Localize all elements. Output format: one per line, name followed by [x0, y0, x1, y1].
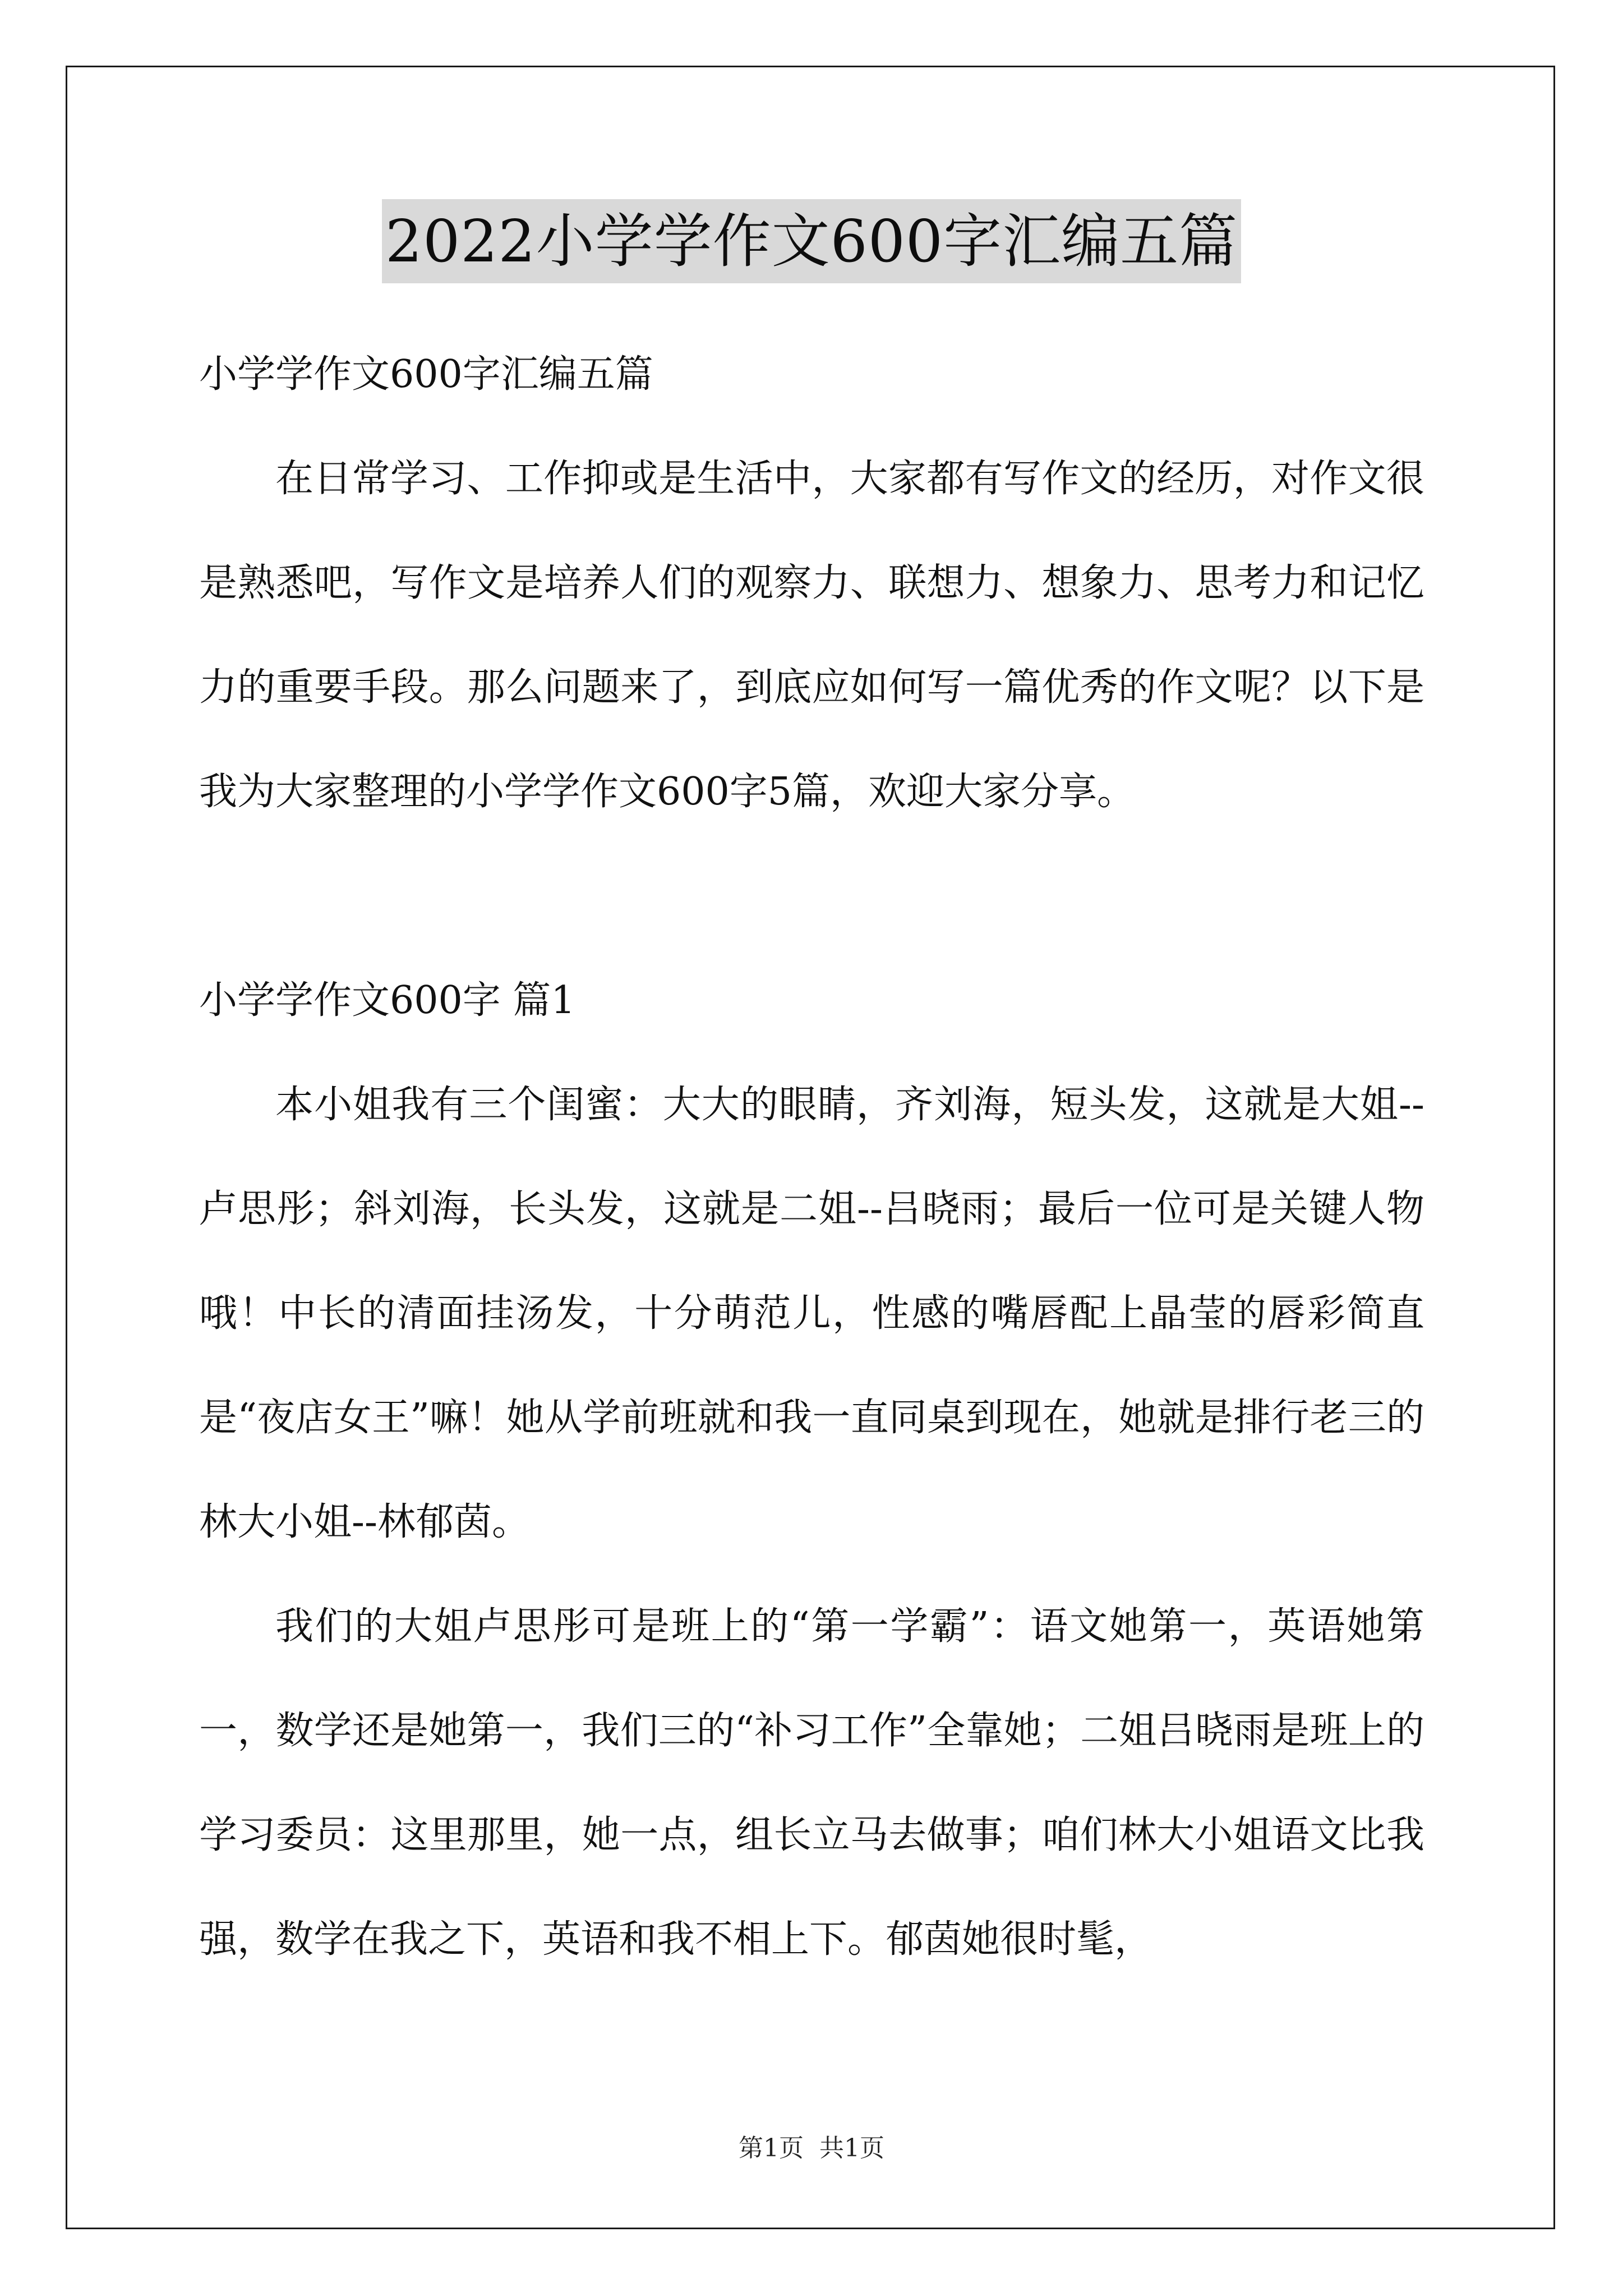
- page-total: 共1页: [819, 2134, 884, 2162]
- intro-paragraph: 在日常学习、工作抑或是生活中，大家都有写作文的经历，对作文很是熟悉吧，写作文是培养人们的观察力、联想力、想象力、思考力和记忆力的重要手段。那么问题来了，到底应如何写一篇优秀的作文呢？以下是我为大家整理的小学学作文600字5篇，欢迎大家分享。: [199, 457, 1424, 814]
- title-container: [0, 199, 1623, 283]
- document-subtitle: 小学学作文600字汇编五篇: [199, 352, 653, 397]
- document-body: [199, 323, 1424, 1992]
- body-paragraph: 我们的大姐卢思彤可是班上的“第一学霸”：语文她第一，英语她第一，数学还是她第一，我们三的“补习工作”全靠她；二姐吕晓雨是班上的学习委员：这里那里，她一点，组长立马去做事；咱们林大小姐语文比我强，数学在我之下，英语和我不相上下。郁茵她很时髦，: [199, 1604, 1424, 1962]
- document-title: 2022小学学作文600字汇编五篇: [382, 199, 1241, 283]
- body-paragraph: 本小姐我有三个闺蜜：大大的眼睛，齐刘海，短头发，这就是大姐--卢思彤；斜刘海，长头发，这就是二姐--吕晓雨；最后一位可是关键人物哦！中长的清面挂汤发，十分萌范儿，性感的嘴唇配上晶莹的唇彩简直是“夜店女王”嘛！她从学前班就和我一直同桌到现在，她就是排行老三的林大小姐--林郁茵。: [199, 1083, 1424, 1544]
- page-number: 第1页: [739, 2134, 804, 2162]
- page-footer: [0, 2132, 1623, 2165]
- section-spacer: [199, 844, 1424, 949]
- section-heading: 小学学作文600字 篇1: [199, 978, 575, 1023]
